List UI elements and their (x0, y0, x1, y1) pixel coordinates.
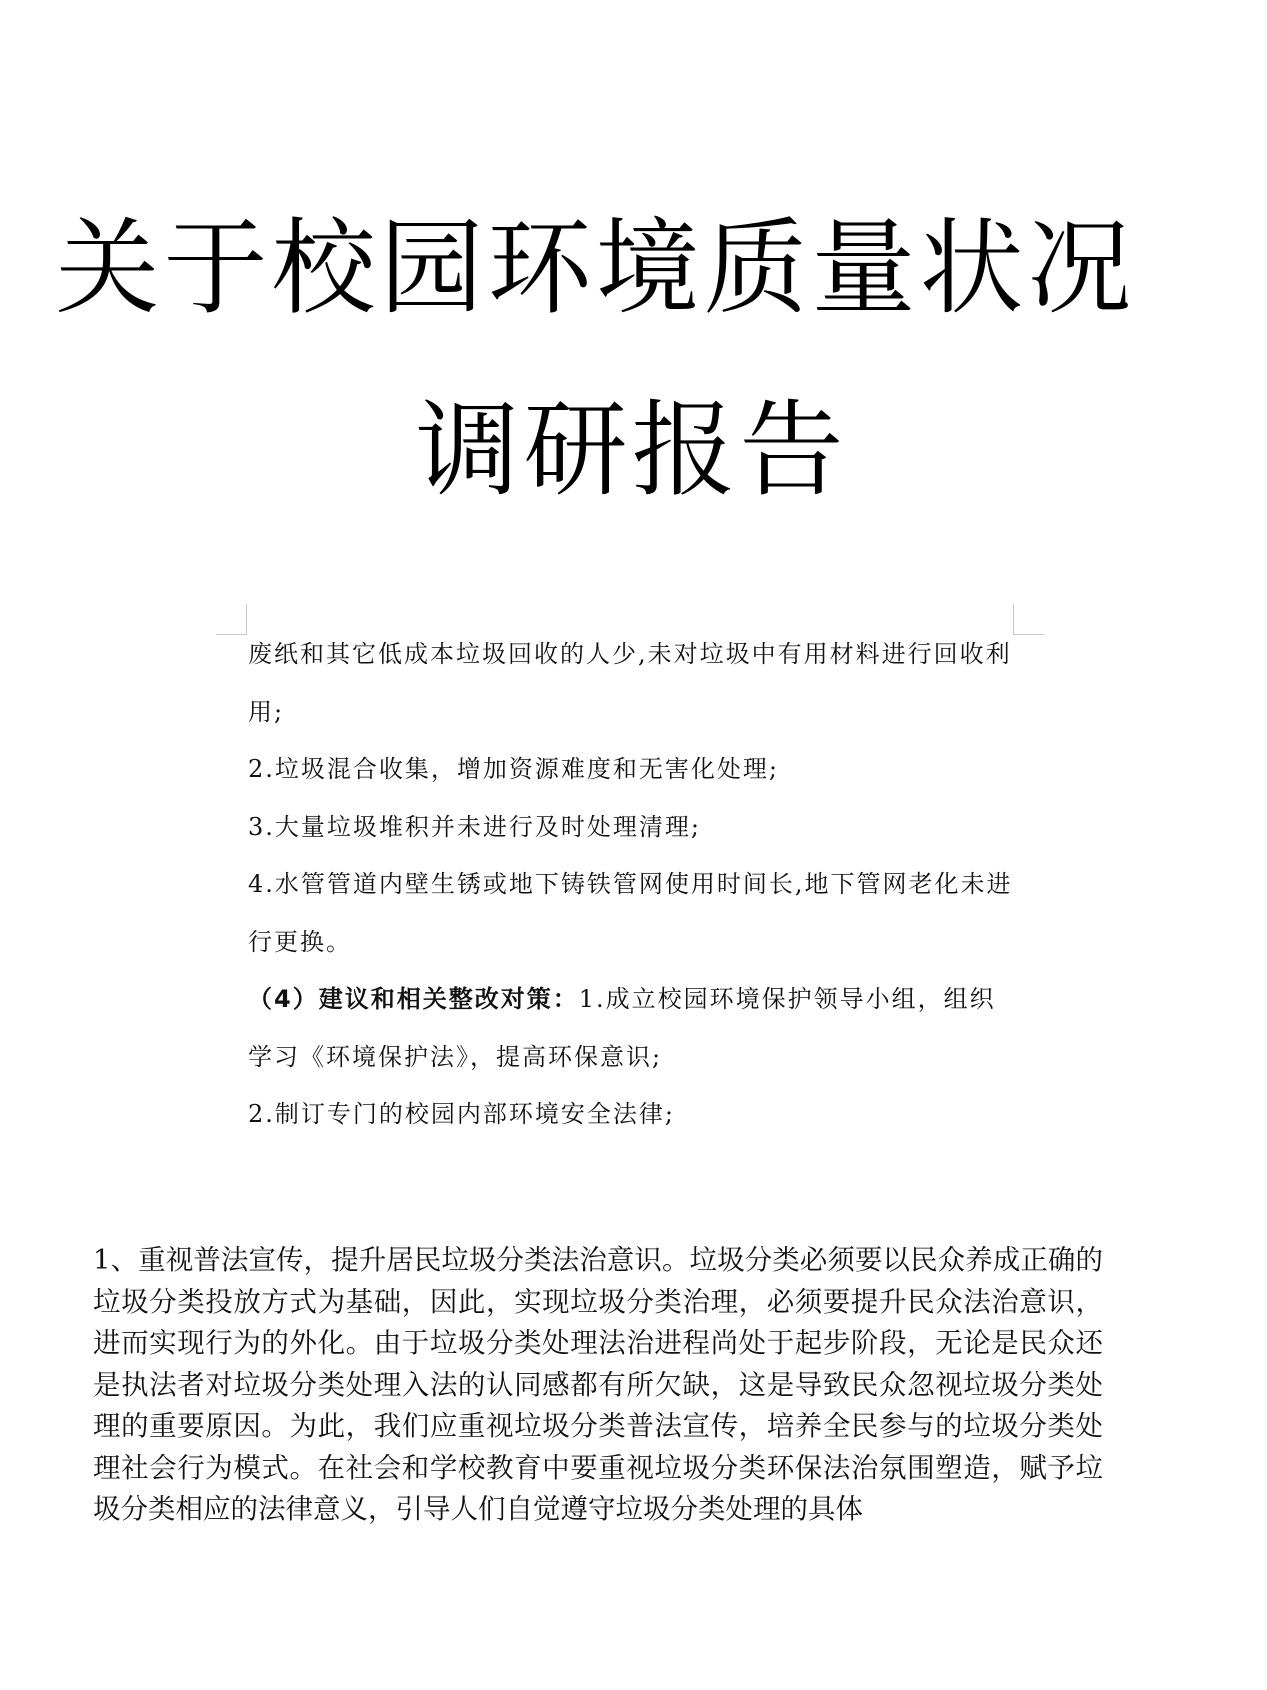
paragraph-line: 行更换。 (248, 927, 352, 956)
paragraph-line: 2.制订专门的校园内部环境安全法律; (248, 1100, 675, 1128)
suggestion-line (248, 971, 1018, 1029)
paragraph-line: 3.大量垃圾堆积并未进行及时处理清理; (248, 812, 701, 841)
document-title-line-1: 关于校园环境质量状况 (55, 207, 1136, 329)
paragraph-line: 学习《环境保护法》，提高环保意识; (248, 1042, 663, 1071)
crop-mark-left (216, 604, 247, 635)
paragraph-line: 用; (248, 697, 285, 726)
embedded-page-text (248, 626, 1018, 1144)
suggestion-text: 1.成立校园环境保护领导小组，组织 (578, 985, 996, 1013)
body-paragraph: 1、重视普法宣传，提升居民垃圾分类法治意识。垃圾分类必须要以民众养成正确的垃圾分类投放方式为基础，因此，实现垃圾分类治理，必须要提升民众法治意识，进而实现行为的外化。由于垃圾分类处理法治进程尚处于起步阶段，无论是民众还是执法者对垃圾分类处理入法的认同感都有所欠缺，这是导致民众忽视垃圾分类处理的重要原因。为此，我们应重视垃圾分类普法宣传，培养全民参与的垃圾分类处理社会行为模式。在社会和学校教育中要重视垃圾分类环保法治氛围塑造，赋予垃圾分类相应的法律意义，引导人们自觉遵守垃圾分类处理的具体 (93, 1244, 1103, 1525)
paragraph-line: 废纸和其它低成本垃圾回收的人少,未对垃圾中有用材料进行回收利 (248, 640, 1012, 668)
paragraph-line: 4.水管管道内壁生锈或地下铸铁管网使用时间长,地下管网老化未进 (248, 870, 1013, 898)
suggestion-heading: （4）建议和相关整改对策： (248, 985, 579, 1013)
paragraph-line: 2.垃圾混合收集，增加资源难度和无害化处理; (248, 755, 779, 783)
document-title-line-2: 调研报告 (415, 389, 848, 511)
